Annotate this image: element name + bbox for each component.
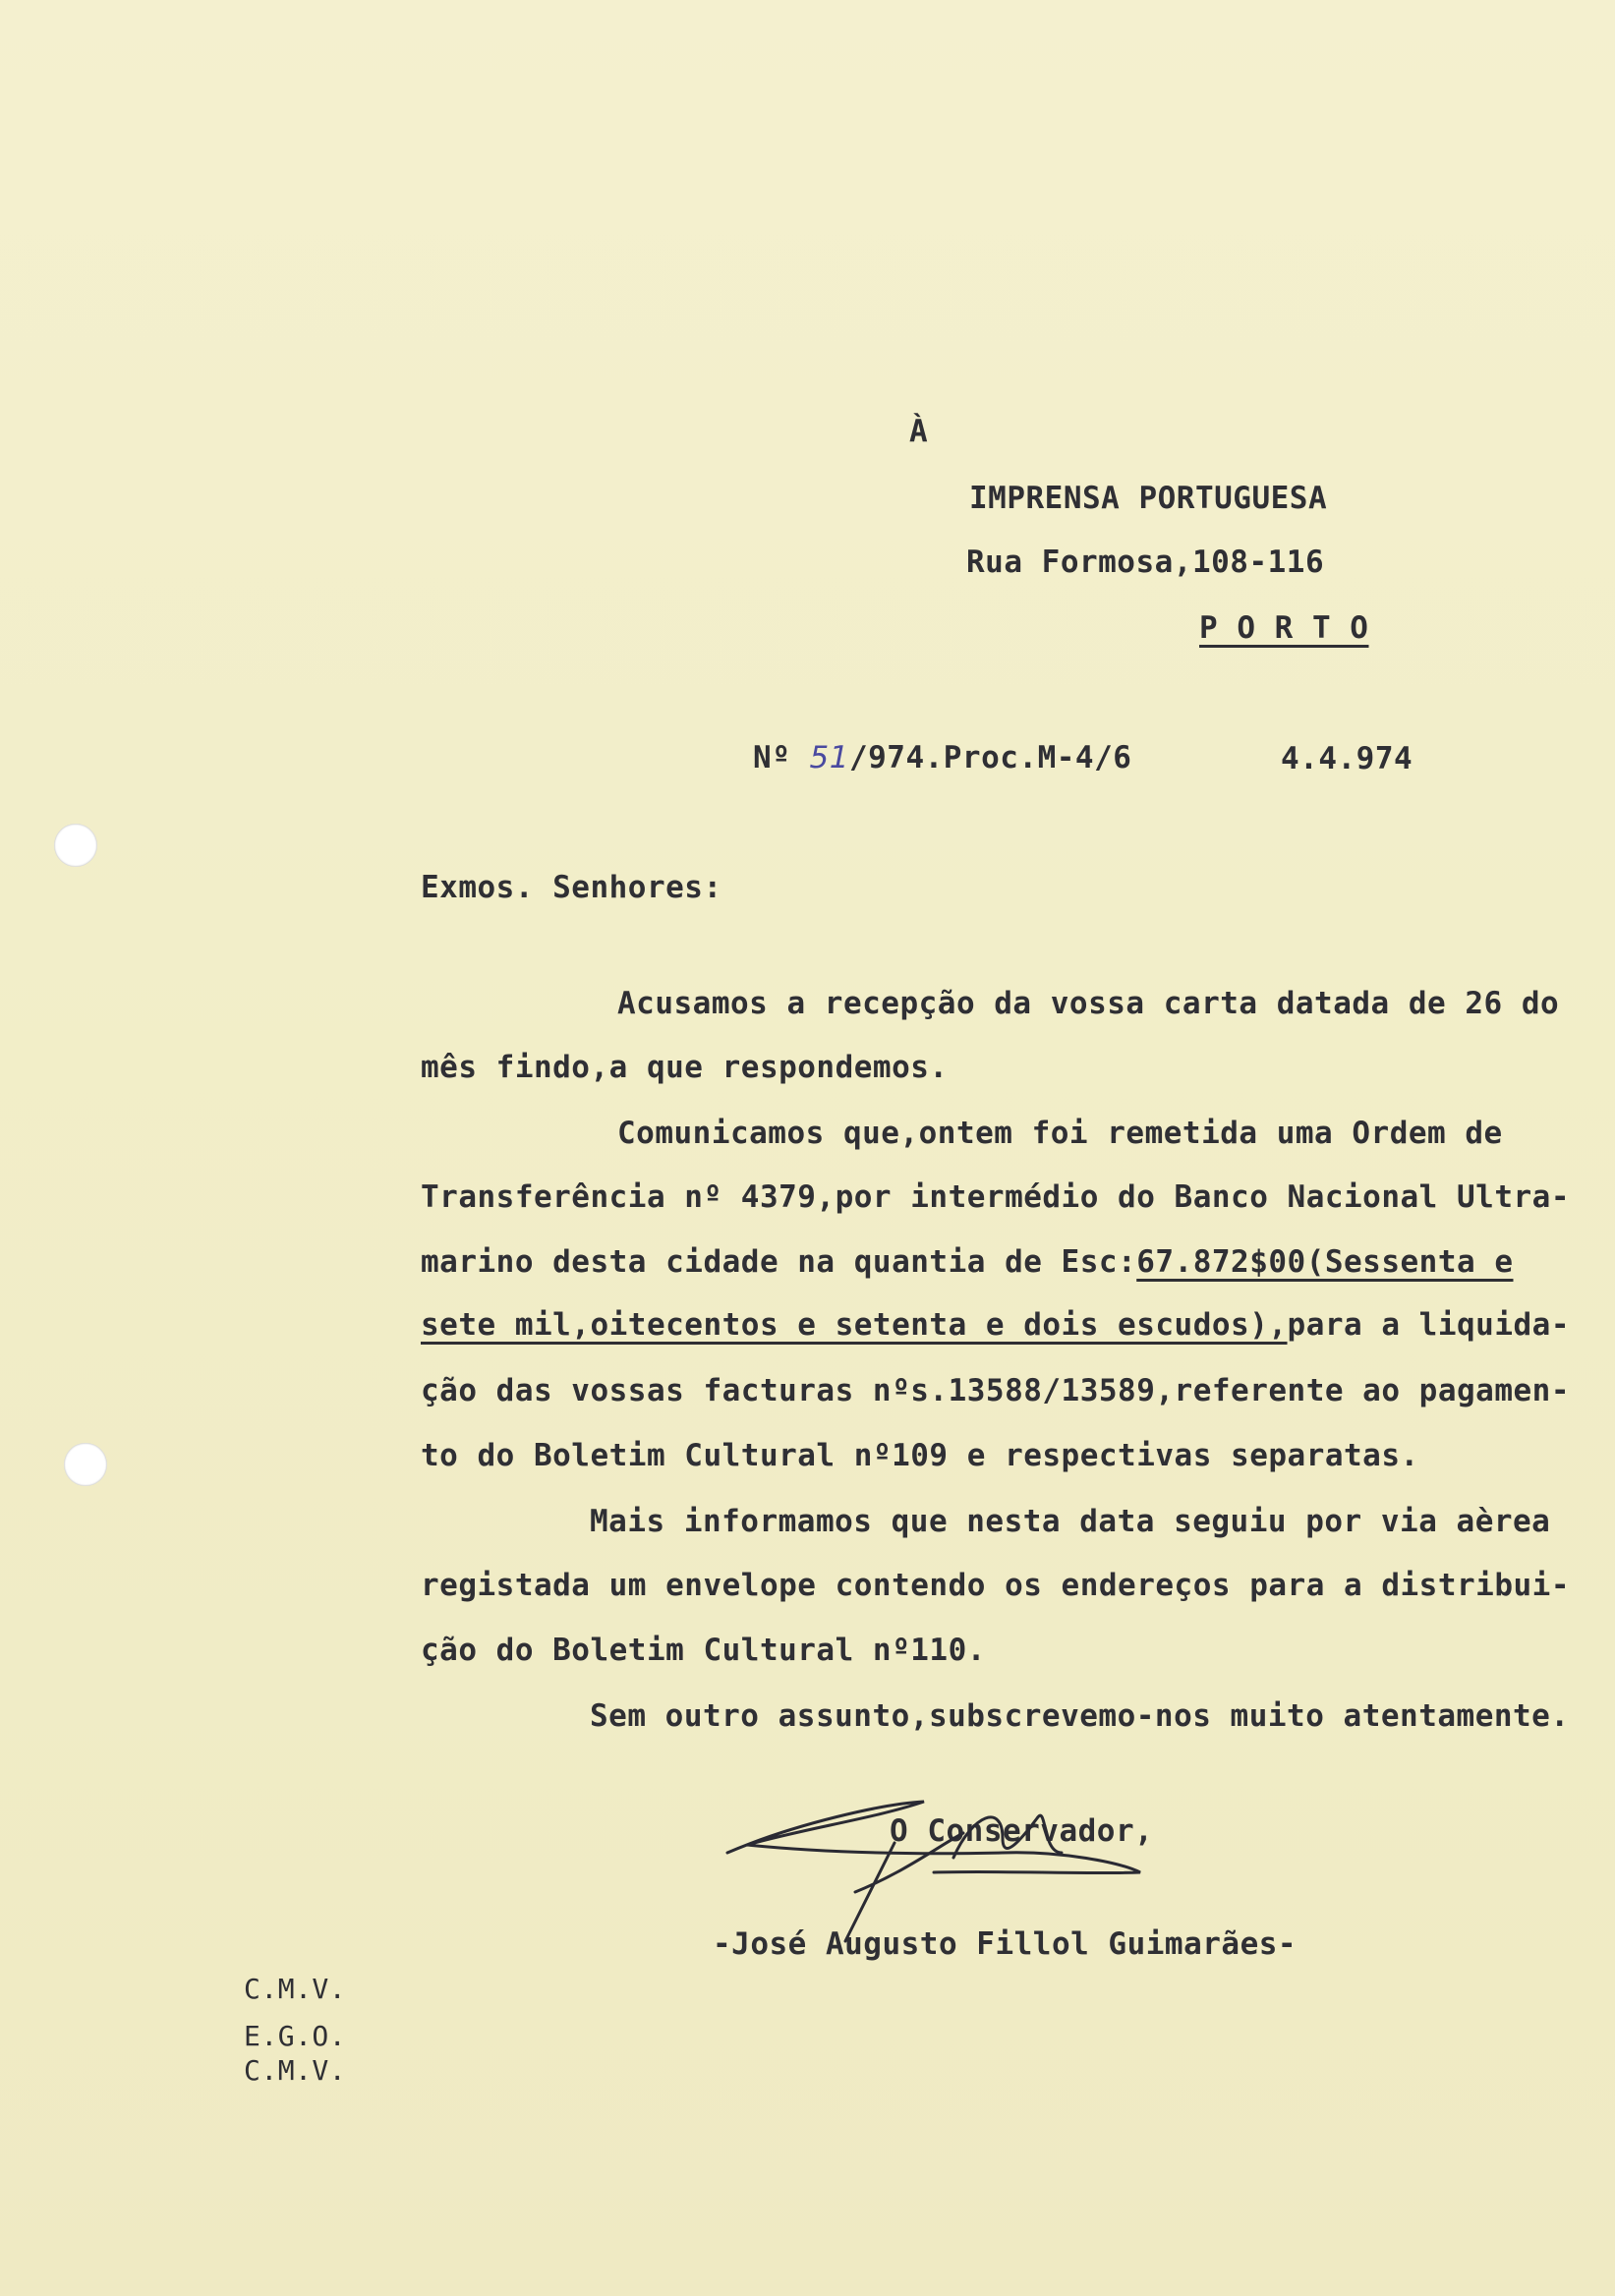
punch-hole bbox=[64, 1443, 107, 1486]
body-line: ção do Boletim Cultural nº110. bbox=[421, 1633, 986, 1668]
reference-rest: /974.Proc.M-4/6 bbox=[848, 740, 1132, 775]
copy-code: C.M.V. bbox=[244, 1973, 347, 2005]
closing-line: Sem outro assunto,subscrevemo-nos muito atentamente. bbox=[590, 1698, 1570, 1734]
signature-title: O Conservador, bbox=[890, 1813, 1154, 1849]
body-text: marino desta cidade na quantia de Esc: bbox=[421, 1244, 1137, 1280]
copy-code: C.M.V. bbox=[244, 2054, 347, 2087]
body-line bbox=[421, 1307, 1570, 1343]
body-line: ção das vossas facturas nºs.13588/13589,referente ao pagamen- bbox=[421, 1373, 1570, 1408]
body-line: Transferência nº 4379,por intermédio do Banco Nacional Ultra- bbox=[421, 1179, 1570, 1215]
body-text: para a liquida- bbox=[1287, 1307, 1570, 1343]
copy-code: E.G.O. bbox=[244, 2020, 347, 2052]
body-line: to do Boletim Cultural nº109 e respectivas separatas. bbox=[421, 1438, 1419, 1473]
reference-prefix: Nº bbox=[753, 740, 791, 775]
addressee-company: IMPRENSA PORTUGUESA bbox=[969, 481, 1328, 516]
body-line bbox=[421, 1244, 1514, 1280]
reference-handwritten-number: 51 bbox=[809, 740, 849, 775]
amount-words-underlined: sete mil,oitecentos e setenta e dois escudos), bbox=[421, 1307, 1288, 1343]
amount-underlined: 67.872$00(Sessenta e bbox=[1136, 1244, 1514, 1280]
addressee-to: À bbox=[909, 414, 929, 449]
body-line: Acusamos a recepção da vossa carta datada de 26 do bbox=[617, 986, 1560, 1021]
body-line: Mais informamos que nesta data seguiu por via aèrea bbox=[590, 1504, 1551, 1539]
signatory-name: -José Augusto Fillol Guimarães- bbox=[713, 1926, 1298, 1962]
body-line: registada um envelope contendo os endereços para a distribui- bbox=[421, 1568, 1570, 1603]
addressee-city: P O R T O bbox=[1199, 610, 1369, 646]
body-line: mês findo,a que respondemos. bbox=[421, 1050, 949, 1085]
body-line: Comunicamos que,ontem foi remetida uma Ordem de bbox=[617, 1116, 1503, 1151]
letter-date: 4.4.974 bbox=[1281, 741, 1413, 776]
reference-line bbox=[753, 740, 1132, 775]
punch-hole bbox=[54, 824, 97, 867]
addressee-street: Rua Formosa,108-116 bbox=[966, 545, 1325, 580]
salutation: Exmos. Senhores: bbox=[421, 870, 722, 905]
